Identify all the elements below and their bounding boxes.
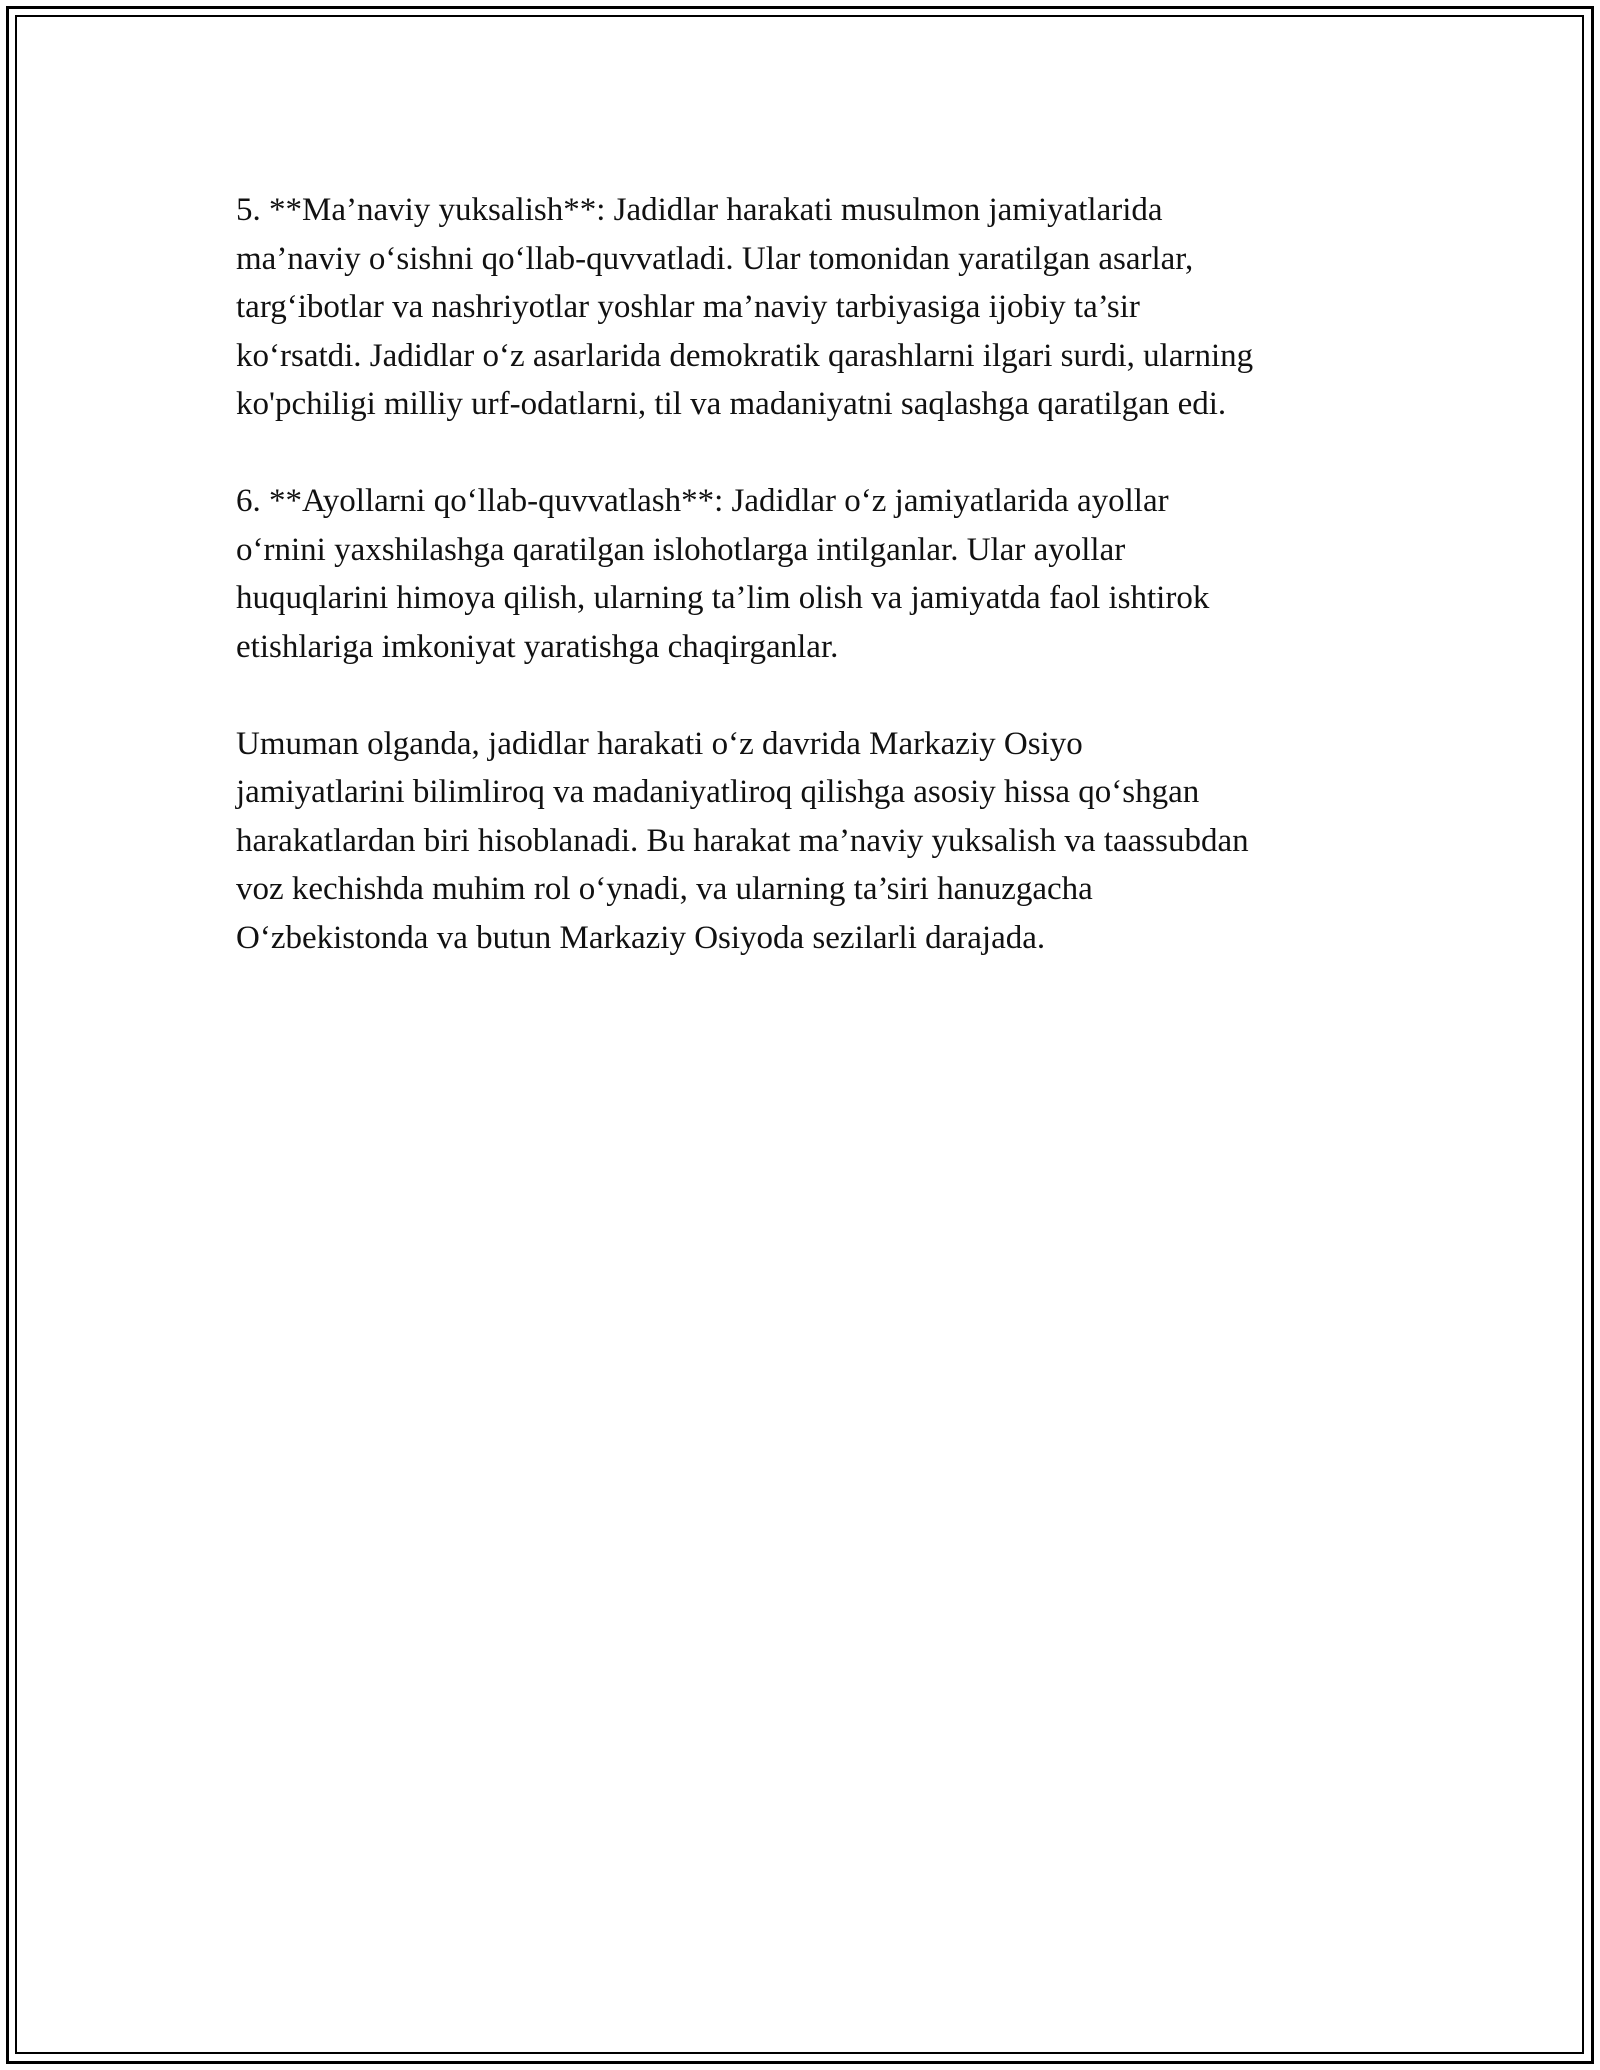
text-line: voz kechishda muhim rol o‘ynadi, va ularning ta’siri hanuzgacha [236, 871, 1093, 907]
text-line: Umuman olganda, jadidlar harakati o‘z davrida Markaziy Osiyo [236, 725, 1083, 762]
document-body [236, 186, 1376, 1011]
text-line: etishlariga imkoniyat yaratishga chaqirganlar. [236, 628, 839, 665]
text-line: 5. **Ma’naviy yuksalish**: Jadidlar harakati musulmon jamiyatlarida [236, 192, 1163, 228]
text-line: O‘zbekistonda va butun Markaziy Osiyoda sezilarli darajada. [236, 919, 1046, 956]
paragraph-conclusion [236, 720, 1376, 963]
paragraph-spiritual-growth [236, 186, 1376, 429]
text-line: harakatlardan biri hisoblanadi. Bu harakat ma’naviy yuksalish va taassubdan [236, 822, 1249, 859]
text-line: ko‘rsatdi. Jadidlar o‘z asarlarida demokratik qarashlarni ilgari surdi, ularning [236, 337, 1254, 374]
text-line: jamiyatlarini bilimliroq va madaniyatliroq qilishga asosiy hissa qo‘shgan [236, 774, 1200, 810]
text-line: ma’naviy o‘sishni qo‘llab-quvvatladi. Ular tomonidan yaratilgan asarlar, [236, 240, 1194, 277]
text-line: ko'pchiligi milliy urf-odatlarni, til va madaniyatni saqlashga qaratilgan edi. [236, 386, 1227, 422]
paragraph-supporting-women [236, 477, 1376, 671]
text-line: targ‘ibotlar va nashriyotlar yoshlar ma’naviy tarbiyasiga ijobiy ta’sir [236, 289, 1140, 325]
text-line: o‘rnini yaxshilashga qaratilgan islohotlarga intilganlar. Ular ayollar [236, 531, 1126, 568]
text-line: 6. **Ayollarni qo‘llab-quvvatlash**: Jadidlar o‘z jamiyatlarida ayollar [236, 483, 1169, 519]
text-line: huquqlarini himoya qilish, ularning ta’lim olish va jamiyatda faol ishtirok [236, 580, 1210, 616]
